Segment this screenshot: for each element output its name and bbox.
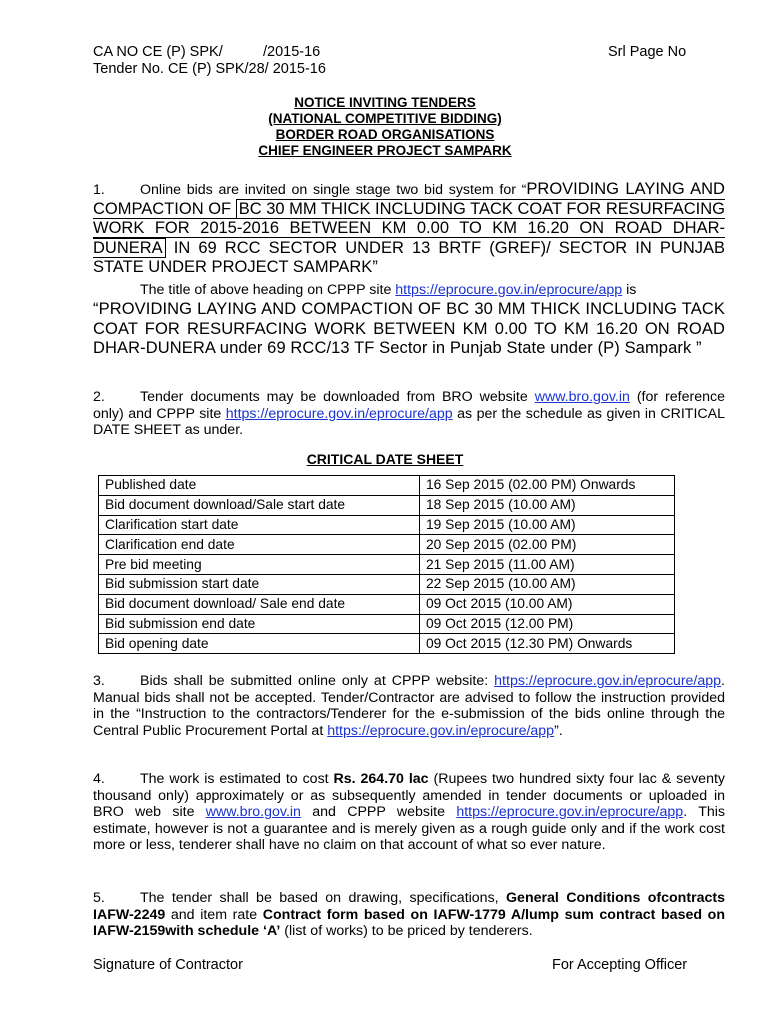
- date-row-value: 09 Oct 2015 (10.00 AM): [420, 594, 675, 614]
- date-row: [99, 495, 675, 515]
- para-2-text-b: (for reference only) and CPPP site: [93, 389, 725, 422]
- critical-date-table: [98, 475, 675, 654]
- bro-website-link[interactable]: www.bro.gov.in: [205, 804, 301, 820]
- date-row-label: Published date: [99, 476, 420, 496]
- date-row-value: 22 Sep 2015 (10.00 AM): [420, 574, 675, 594]
- date-row-label: Bid submission start date: [99, 574, 420, 594]
- general-conditions: General Conditions ofcontracts IAFW-2249: [93, 890, 725, 923]
- paragraph-3: [93, 673, 725, 739]
- para-1b-after: is: [622, 282, 637, 298]
- date-row-label: Bid opening date: [99, 634, 420, 654]
- cppp-link[interactable]: https://eprocure.gov.in/eprocure/app: [225, 405, 453, 422]
- para-5-text-a: The tender shall be based on drawing, specifications,: [140, 890, 507, 906]
- paragraph-4: [93, 771, 725, 854]
- date-row: [99, 594, 675, 614]
- cppp-link[interactable]: https://eprocure.gov.in/eprocure/app: [456, 804, 684, 820]
- bidding-type-title: (NATIONAL COMPETITIVE BIDDING): [268, 111, 502, 126]
- critical-date-sheet-title: CRITICAL DATE SHEET: [306, 451, 464, 467]
- date-row-value: 20 Sep 2015 (02.00 PM): [420, 535, 675, 555]
- para-5-number: 5.: [93, 890, 105, 906]
- date-row-value: 19 Sep 2015 (10.00 AM): [420, 515, 675, 535]
- para-3-number: 3.: [93, 673, 105, 689]
- date-row-label: Clarification start date: [99, 515, 420, 535]
- contract-ref: CA NO CE (P) SPK/ /2015-16: [93, 44, 321, 60]
- para-3-text-b: . Manual bids shall not be accepted. Tender/Contractor are advised to follow the instruction provided in the “Instruction to the contractors/Tenderer for the e-submission of the bids online through the Central Public Procurement Portal at: [93, 673, 725, 739]
- date-row-value: 09 Oct 2015 (12.00 PM): [420, 614, 675, 634]
- paragraph-5: [93, 890, 725, 940]
- paragraph-1b: [93, 282, 725, 299]
- para-4-text-c: and CPPP website: [300, 804, 457, 820]
- date-row: [99, 535, 675, 555]
- para-3-text-a: Bids shall be submitted online only at CPPP website:: [140, 673, 495, 689]
- notice-title: NOTICE INVITING TENDERS: [294, 95, 476, 110]
- paragraph-1b-title: “PROVIDING LAYING AND COMPACTION OF BC 30 MM THICK INCLUDING TACK COAT FOR RESURFACING WORK BETWEEN KM 0.00 TO KM 16.20 ON ROAD DHAR-DUNERA under 69 RCC/13 TF Sector in Punjab State under (P) Sampark ”: [93, 300, 725, 357]
- date-row-value: 16 Sep 2015 (02.00 PM) Onwards: [420, 476, 675, 496]
- para-3-text-c: ”.: [554, 722, 563, 739]
- project-title: CHIEF ENGINEER PROJECT SAMPARK: [258, 143, 512, 158]
- date-row: [99, 515, 675, 535]
- para-4-text-a: The work is estimated to cost: [140, 771, 334, 787]
- date-row-value: 09 Oct 2015 (12.30 PM) Onwards: [420, 634, 675, 654]
- date-row: [99, 476, 675, 496]
- serial-page-label: Srl Page No: [608, 44, 687, 60]
- paragraph-2: [93, 389, 725, 439]
- para-2-text-a: Tender documents may be downloaded from BRO website: [140, 389, 535, 405]
- date-row-value: 21 Sep 2015 (11.00 AM): [420, 555, 675, 575]
- para-1-work-highlight: BC 30 MM THICK INCLUDING TACK COAT FOR RESURFACING WORK FOR 2015-2016 BETWEEN KM 0.00 TO KM 16.20 ON ROAD DHAR-DUNERA: [93, 199, 725, 257]
- para-4-text-d: . This estimate, however is not a guarantee and is merely given as a rough guide only and if the work cost more or less, tenderer shall have no claim on that account of what so ever nature.: [93, 804, 725, 853]
- tender-number: Tender No. CE (P) SPK/28/ 2015-16: [93, 61, 326, 77]
- date-row-label: Clarification end date: [99, 535, 420, 555]
- para-2-number: 2.: [93, 389, 105, 405]
- cppp-link[interactable]: https://eprocure.gov.in/eprocure/app: [327, 722, 555, 739]
- para-4-text-b: (Rupees two hundred sixty four lac & seventy thousand only) approximately or as subsequently amended in tender documents or uploaded in BRO web site: [93, 771, 725, 820]
- para-1b-intro: The title of above heading on CPPP site: [140, 282, 396, 298]
- para-1-number: 1.: [93, 182, 105, 198]
- contract-form: Contract form based on IAFW-1779 A/lump sum contract based on IAFW-2159with schedule ‘A’: [93, 906, 725, 939]
- organisation-title: BORDER ROAD ORGANISATIONS: [275, 127, 495, 142]
- estimated-cost: Rs. 264.70 lac: [333, 771, 429, 787]
- accepting-officer-label: For Accepting Officer: [552, 957, 688, 973]
- para-5-text-b: and item rate: [165, 906, 263, 923]
- date-row: [99, 574, 675, 594]
- para-5-text-c: (list of works) to be priced by tenderers.: [280, 923, 533, 939]
- para-1-intro: Online bids are invited on single stage two bid system for “: [140, 182, 527, 198]
- cppp-link[interactable]: https://eprocure.gov.in/eprocure/app: [494, 673, 722, 689]
- date-row-label: Pre bid meeting: [99, 555, 420, 575]
- para-1-work-b: IN 69 RCC SECTOR UNDER 13 BRTF (GREF)/ SECTOR IN PUNJAB STATE UNDER PROJECT SAMPARK”: [93, 238, 725, 276]
- para-1-work-a: PROVIDING LAYING AND COMPACTION OF: [93, 180, 725, 218]
- date-row-label: Bid document download/ Sale end date: [99, 594, 420, 614]
- date-row: [99, 555, 675, 575]
- date-row-label: Bid submission end date: [99, 614, 420, 634]
- bro-website-link[interactable]: www.bro.gov.in: [534, 389, 630, 405]
- date-row-label: Bid document download/Sale start date: [99, 495, 420, 515]
- paragraph-1: [93, 180, 725, 278]
- contractor-signature-label: Signature of Contractor: [93, 957, 243, 973]
- date-row: [99, 634, 675, 654]
- para-4-number: 4.: [93, 771, 105, 787]
- date-row-value: 18 Sep 2015 (10.00 AM): [420, 495, 675, 515]
- para-2-text-c: as per the schedule as given in CRITICAL DATE SHEET as under.: [93, 405, 725, 438]
- cppp-link[interactable]: https://eprocure.gov.in/eprocure/app: [395, 282, 623, 298]
- date-row: [99, 614, 675, 634]
